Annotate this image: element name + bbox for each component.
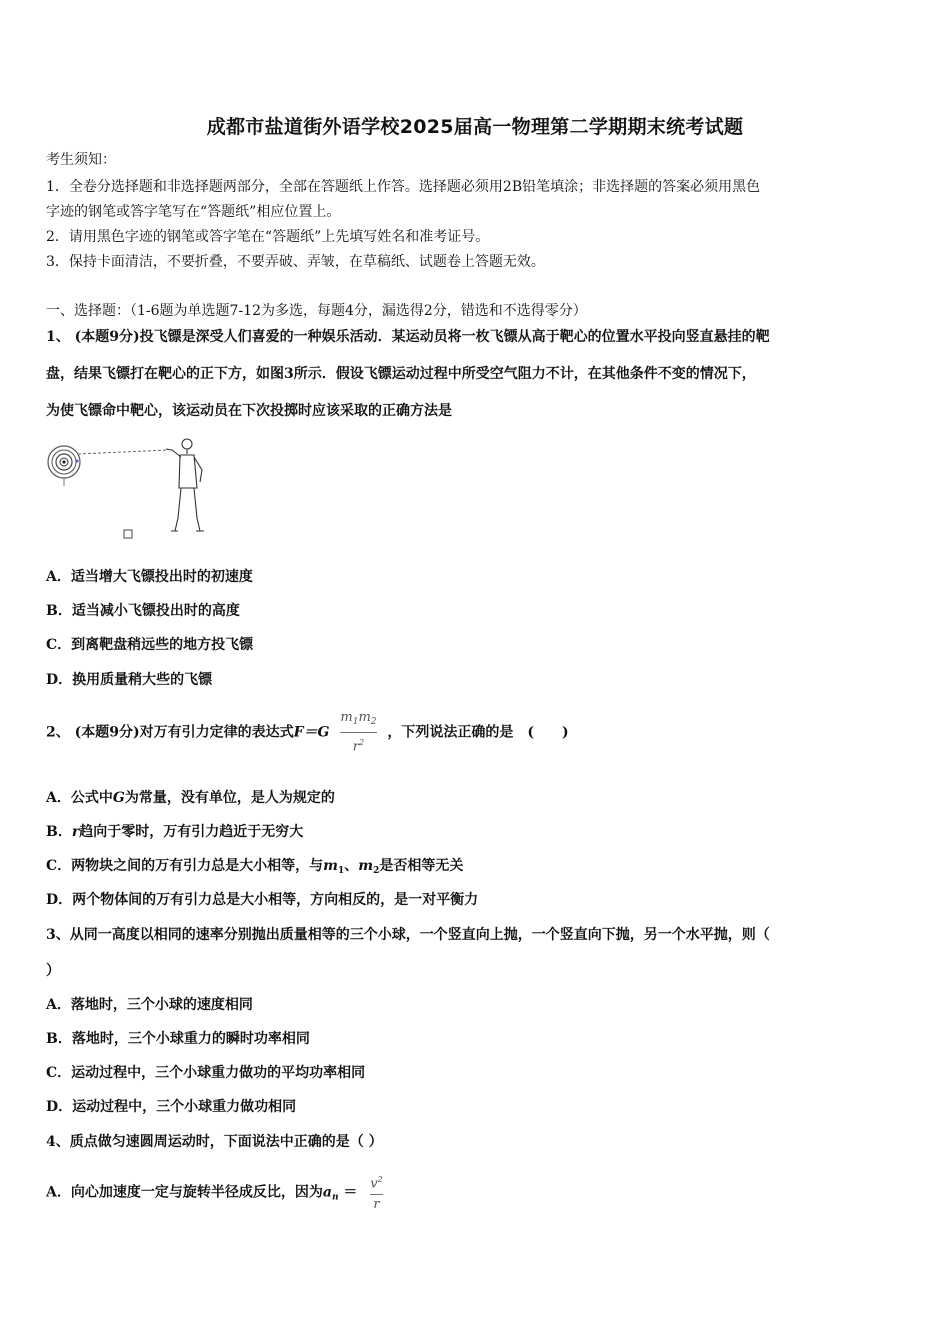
q4-option-a: A．向心加速度一定与旋转半径成反比，因为$a_n$ ＝ $\frac{v^2}{r}$ [46, 1172, 383, 1218]
q2-prefix: 2、 (本题9分)对万有引力定律的表达式 [46, 724, 294, 741]
notice-heading: 考生须知： [46, 152, 116, 168]
q2-option-b: B．r趋向于零时，万有引力趋近于无穷大 [46, 824, 304, 840]
notice-item-3: 3．保持卡面清洁，不要折叠，不要弄破、弄皱，在草稿纸、试题卷上答题无效。 [46, 254, 545, 270]
q4-fraction-denominator: r [373, 1197, 380, 1213]
q2-option-c: C．两物块之间的万有引力总是大小相等，与$m_1$、$m_2$是否相等无关 [46, 858, 464, 876]
dart-thrower-figure [44, 430, 214, 540]
q2-formula-lhs: F＝G [293, 724, 330, 741]
q2-stem [46, 710, 569, 755]
q1-line-1: 1、 (本题9分)投飞镖是深受人们喜爱的一种娱乐活动．某运动员将一枚飞镖从高于靶心的位置水平投向竖直悬挂的靶 [46, 329, 770, 345]
q3-line-1: 3、从同一高度以相同的速率分别抛出质量相等的三个小球，一个竖直向上抛，一个竖直向下抛，另一个水平抛，则（ [46, 927, 770, 943]
section-heading: 一、选择题：（1-6题为单选题7-12为多选，每题4分，漏选得2分，错选和不选得零分） [46, 303, 587, 319]
q2-fraction [340, 710, 376, 755]
q2-fraction-numerator: $m_1m_2$ [340, 710, 377, 727]
q3-option-a: A．落地时，三个小球的速度相同 [46, 997, 253, 1013]
q4-line-1: 4、质点做匀速圆周运动时，下面说法中正确的是（ ） [46, 1134, 383, 1150]
q4-fraction [370, 1172, 382, 1213]
q3-option-b: B．落地时，三个小球重力的瞬时功率相同 [46, 1031, 310, 1047]
q1-option-d: D．换用质量稍大些的飞镖 [46, 672, 213, 688]
q2-option-d: D．两个物体间的万有引力总是大小相等，方向相反的，是一对平衡力 [46, 892, 479, 908]
page-title: 成都市盐道街外语学校2025届高一物理第二学期期末统考试题 [206, 116, 744, 138]
notice-item-1b: 字迹的钢笔或答字笔写在“答题纸”相应位置上。 [46, 204, 341, 220]
notice-item-2: 2．请用黑色字迹的钢笔或答字笔在“答题纸”上先填写姓名和准考证号。 [46, 229, 490, 245]
dartboard-icon [48, 446, 80, 486]
q2-suffix: ，下列说法正确的是 ( ) [387, 724, 569, 741]
q1-option-c: C．到离靶盘稍远些的地方投飞镖 [46, 637, 254, 653]
q2-option-a: A．公式中G为常量，没有单位，是人为规定的 [46, 790, 335, 806]
q3-option-d: D．运动过程中，三个小球重力做功相同 [46, 1099, 297, 1115]
q2-fraction-denominator: $r^2$ [352, 738, 365, 755]
q1-line-3: 为使飞镖命中靶心，该运动员在下次投掷时应该采取的正确方法是 [46, 403, 452, 419]
trajectory-line [78, 450, 168, 454]
q1-option-a: A．适当增大飞镖投出时的初速度 [46, 569, 253, 585]
notice-item-1a: 1．全卷分选择题和非选择题两部分，全部在答题纸上作答。选择题必须用2B铅笔填涂；非选择题的答案必须用黑色 [46, 179, 761, 195]
q4-fraction-numerator: $v^2$ [370, 1175, 383, 1192]
q1-line-2: 盘，结果飞镖打在靶心的正下方，如图3所示．假设飞镖运动过程中所受空气阻力不计，在其他条件不变的情况下， [46, 366, 756, 382]
q1-option-b: B．适当减小飞镖投出时的高度 [46, 603, 240, 619]
q3-option-c: C．运动过程中，三个小球重力做功的平均功率相同 [46, 1065, 366, 1081]
q3-line-2: ） [46, 963, 60, 979]
thrower-person-icon [166, 439, 204, 531]
